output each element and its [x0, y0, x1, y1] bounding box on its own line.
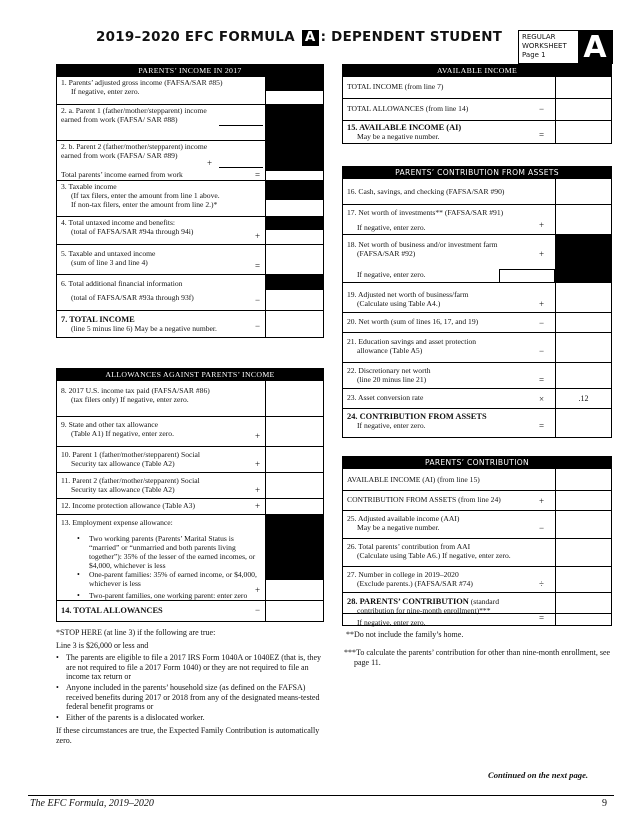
line-25-field[interactable] [555, 511, 611, 539]
line-20-label: 20. Net worth (sum of lines 16, 17, and 19) [347, 317, 479, 326]
line-22-field[interactable] [555, 363, 611, 389]
line-6-label: 6. Total additional financial information (total of FAFSA/SAR #93a through 93f) [61, 279, 194, 302]
line-23-label: 23. Asset conversion rate [347, 393, 424, 402]
worksheet-badge: REGULAR WORKSHEET Page 1 A [518, 30, 613, 64]
line-10-label: 10. Parent 1 (father/mother/stepparent) Social Security tax allowance (Table A2) [61, 450, 200, 468]
page-number: 9 [602, 798, 607, 809]
section-title: PARENTS’ INCOME IN 2017 [57, 65, 323, 77]
line-15-label: 15. AVAILABLE INCOME (AI) May be a negative number. [347, 123, 462, 141]
footer-rule [28, 795, 614, 796]
available-income-section: AVAILABLE INCOME TOTAL INCOME (from line 7) TOTAL ALLOWANCES (from line 14) − 15. AVAILABLE INCOME (AI) May be a negative number. = [342, 64, 612, 144]
line-21-label: 21. Education savings and asset protection allowance (Table A5) [347, 337, 477, 355]
line-8-label: 8. 2017 U.S. income tax paid (FAFSA/SAR #86) (tax filers only) If negative, enter zero. [61, 386, 210, 404]
pc-cfa-field[interactable] [555, 491, 611, 511]
line-12-field[interactable] [265, 499, 323, 515]
line-16-label: 16. Cash, savings, and checking (FAFSA/SAR #90) [347, 187, 505, 196]
line-2a-label: 2. a. Parent 1 (father/mother/stepparent) income earned from work (FAFSA/ SAR #88) [61, 106, 207, 124]
line-3-field[interactable] [265, 199, 323, 216]
line-9-label: 9. State and other tax allowance (Table A1) If negative, enter zero. [61, 420, 174, 438]
continued-note: Continued on the next page. [488, 770, 589, 780]
section-title: PARENTS’ CONTRIBUTION [343, 457, 611, 469]
asset-conversion-rate: .12 [555, 389, 611, 409]
line-1-label: 1. Parents’ adjusted gross income (FAFSA/SAR #85) If negative, enter zero. [61, 78, 223, 96]
allowances-section: ALLOWANCES AGAINST PARENTS’ INCOME 8. 2017 U.S. income tax paid (FAFSA/SAR #86) (tax filers only) If negative, enter zero. 9. State and other tax allowance (Table A1) If negative, enter zero. + 10. Parent 1 (father/mother/stepparent) Social Security tax allowance (Table A2) + 11. Parent 2 (father/mother/stepparent) Social Security tax allowance (Table A2) + 12. Income protection allowance (Table A3) + 13. Employment expense allowance: • Two working parents (Parents’ Marital Status is “married” or “unmarried and both parents living together”): 35% of the lesser of the earned incomes, or $4,000, whichever is less • One-parent families: 35% of earned income, or $4,000, whichever is less • Two-parent families, one working parent: enter zero + 14. TOTAL ALLOWANCES − [56, 368, 324, 622]
line-24-label: 24. CONTRIBUTION FROM ASSETS If negative, enter zero. [347, 412, 487, 430]
line-2b-label: 2. b. Parent 2 (father/mother/stepparent) income earned from work (FAFSA/ SAR #89) [61, 142, 208, 160]
line-2-total-label: Total parents’ income earned from work [61, 170, 183, 179]
pc-cfa-label: CONTRIBUTION FROM ASSETS (from line 24) [347, 495, 501, 504]
footer-title: The EFC Formula, 2019–2020 [30, 798, 154, 809]
line-27-field[interactable] [555, 567, 611, 593]
line-17-field[interactable] [555, 205, 611, 235]
total-allowances-label: TOTAL ALLOWANCES (from line 14) [347, 104, 469, 113]
line-14-field[interactable] [265, 601, 323, 621]
line-3-label: 3. Taxable income (If tax filers, enter the amount from line 1 above. If non-tax filers, enter the amount from line 2.)* [61, 182, 220, 209]
section-title: PARENTS’ CONTRIBUTION FROM ASSETS [343, 167, 611, 179]
bullet-one-parent: One-parent families: 35% of earned income, or $4,000, whichever is less [89, 569, 257, 588]
line-27-label: 27. Number in college in 2019–2020 (Exclude parents.) (FAFSA/SAR #74) [347, 570, 473, 588]
line-12-label: 12. Income protection allowance (Table A3) [61, 501, 195, 510]
line-4-label: 4. Total untaxed income and benefits: (total of FAFSA/SAR #94a through 94i) [61, 218, 194, 236]
section-title: AVAILABLE INCOME [343, 65, 611, 77]
page-title: 2019–2020 EFC FORMULA A : DEPENDENT STUDENT [96, 30, 503, 45]
pc-ai-label: AVAILABLE INCOME (AI) (from line 15) [347, 475, 480, 484]
line-11-field[interactable] [265, 473, 323, 499]
line-28-label: 28. PARENTS’ CONTRIBUTION (standard contribution for nine-month enrollment)*** If negative, enter zero. [347, 597, 499, 627]
line-2-total-field[interactable] [265, 171, 323, 180]
line-11-label: 11. Parent 2 (father/mother/stepparent) Social Security tax allowance (Table A2) [61, 476, 200, 494]
line-2a-field[interactable] [219, 125, 263, 126]
line-5-field[interactable] [265, 245, 323, 274]
stop-notes: *STOP HERE (at line 3) if the following are true: Line 3 is $26,000 or less and • The parents are eligible to file a 2017 IRS Form 1040A or 1040EZ (that is, they are not required to file a 2017 Form 1040) or they are not required to file an income tax return or • Anyone included in the parents’ household size (as defined on the FAFSA) received benefits during 2017 or 2018 from any of the designated means-tested federal benefit programs or • Either of the parents is a dislocated worker. If these circumstances are true, the Expected Family Contribution is automatically zero. [56, 628, 322, 745]
line-18-field[interactable] [499, 269, 555, 283]
parents-contribution-section: PARENTS’ CONTRIBUTION AVAILABLE INCOME (AI) (from line 15) CONTRIBUTION FROM ASSETS (from line 24) + 25. Adjusted available income (AAI) May be a negative number. − 26. Total parents’ contribution from AAI (Calculate using Table A6.) If negative, enter zero. 27. Number in college in 2019–2020 (Exclude parents.) (FAFSA/SAR #74) ÷ [342, 456, 612, 614]
total-allowances-field[interactable] [555, 99, 611, 121]
line-28-row: 28. PARENTS’ CONTRIBUTION (standard contribution for nine-month enrollment)*** If negative, enter zero. = [342, 592, 612, 626]
line-7-field[interactable] [265, 311, 323, 337]
line-16-field[interactable] [555, 179, 611, 205]
parents-income-section: PARENTS’ INCOME IN 2017 1. Parents’ adjusted gross income (FAFSA/SAR #85) If negative, enter zero. 2. a. Parent 1 (father/mother/stepparent) income earned from work (FAFSA/ SAR #88) 2. b. Parent 2 (father/mother/stepparent) income earned from work (FAFSA/ SAR #89) + Total parents’ income earned from work = 3. Taxable income (If tax filers, enter the amount from line 1 above. If non-tax filers, enter the amount from line 2.)* 4. Total untaxed income and benefits: (total of FAFSA/SAR #94a through 94i) + 5. Taxable and untaxed income (sum of line 3 and line 4) = 6. Total additional financial information (total of FAFSA/SAR #93a through 93f) − 7. TOTAL INCOME (line 5 minus line 6) May be a negative number. − [56, 64, 324, 338]
line-10-field[interactable] [265, 447, 323, 473]
line-28-field[interactable] [555, 593, 611, 625]
line-25-label: 25. Adjusted available income (AAI) May be a negative number. [347, 514, 460, 532]
line-21-field[interactable] [555, 333, 611, 363]
pc-ai-field[interactable] [555, 469, 611, 491]
line-26-label: 26. Total parents’ contribution from AAI (Calculate using Table A6.) If negative, enter zero. [347, 542, 511, 560]
total-income-field[interactable] [555, 77, 611, 99]
line-15-field[interactable] [555, 121, 611, 143]
line-18-label: 18. Net worth of business and/or investment farm (FAFSA/SAR #92) If negative, enter zero. [347, 240, 498, 279]
line-1-field[interactable] [265, 90, 323, 104]
line-26-field[interactable] [555, 539, 611, 567]
total-income-label: TOTAL INCOME (from line 7) [347, 82, 444, 91]
bullet-two-working: Two working parents (Parents’ Marital Status is “married” or “unmarried and both parents living together”): 35% of the lesser of the earned incomes, or $4,000, whichever is less [89, 534, 256, 570]
line-2b-field[interactable] [219, 167, 263, 168]
line-20-field[interactable] [555, 313, 611, 333]
line-17-label: 17. Net worth of investments** (FAFSA/SAR #91) If negative, enter zero. [347, 208, 504, 232]
footnotes: **Do not include the family’s home. ***To calculate the parents’ contribution for other than nine-month enrollment, see page 11. [344, 630, 611, 667]
line-6-field[interactable] [265, 289, 323, 310]
line-19-label: 19. Adjusted net worth of business/farm (Calculate using Table A4.) [347, 290, 469, 308]
section-title: ALLOWANCES AGAINST PARENTS’ INCOME [57, 369, 323, 381]
assets-section: PARENTS’ CONTRIBUTION FROM ASSETS 16. Cash, savings, and checking (FAFSA/SAR #90) 17. Net worth of investments** (FAFSA/SAR #91) If negative, enter zero. + 18. Net worth of business and/or investment farm (FAFSA/SAR #92) If negative, enter zero. + 19. Adjusted net worth of business/farm (Calculate using Table A4.) + 20. Net worth (sum of lines 16, 17, and 19) − 21. Education savings and asset protection allowance (Table A5) − 22. Discretionary net worth (line 20 minus line 21) = 23. Asset conversion rate × .12 24. CONTRIBUTION FROM ASSETS If negative, enter zero. = [342, 166, 612, 438]
line-4-field[interactable] [265, 229, 323, 244]
line-9-field[interactable] [265, 417, 323, 447]
line-19-field[interactable] [555, 283, 611, 313]
line-5-label: 5. Taxable and untaxed income (sum of line 3 and line 4) [61, 249, 156, 267]
line-14-label: 14. TOTAL ALLOWANCES [61, 606, 163, 615]
line-24-field[interactable] [555, 409, 611, 437]
line-22-label: 22. Discretionary net worth (line 20 minus line 21) [347, 366, 431, 384]
line-8-field[interactable] [265, 381, 323, 417]
line-13-label: 13. Employment expense allowance: [61, 518, 173, 527]
line-13-field[interactable] [265, 579, 323, 600]
line-7-label: 7. TOTAL INCOME (line 5 minus line 6) May be a negative number. [61, 315, 217, 333]
bullet-one-working: Two-parent families, one working parent: enter zero [89, 590, 248, 600]
